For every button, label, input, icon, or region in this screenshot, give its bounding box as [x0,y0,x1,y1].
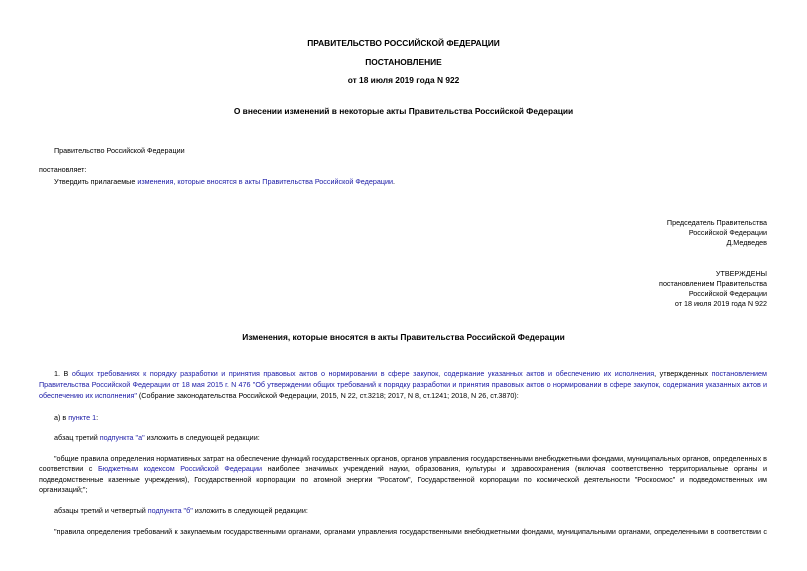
signature-name: Д.Медведев [726,238,767,247]
preamble-resolves: постановляет: [39,165,87,174]
quote1-line2 [39,465,767,472]
changes-link[interactable]: изменения, которые вносятся в акты Правительства Российской Федерации [137,177,393,186]
quote1-line3: подведомственные казенные учреждения), Государственной корпорации по атомной энергии "Росатом", Государственной корпорации по космической деятельности "Роскосмос" и подведомственных им [39,475,767,484]
quote2-line1: "правила определения требований к закупаемым государственными органами, органами управления государственными внебюджетными фондами, муниципальными органами, определенными в соответствии с [54,527,767,536]
item1-line3 [39,392,519,399]
approved-date: от 18 июля 2019 года N 922 [674,299,767,308]
general-requirements-link[interactable]: общих требованиях к порядку разработки и принятия правовых актов о нормировании в сфере закупок, содержание указанных актов и обеспечению их исполнения [71,369,655,378]
subpoint-b-link[interactable]: подпункта "б" [147,506,193,515]
preamble-government: Правительство Российской Федерации [54,146,185,155]
approved-label: УТВЕРЖДЕНЫ [715,269,767,278]
item1-mid: , утвержденных [654,369,712,378]
para2-prefix: абзацы третий и четвертый [54,506,148,515]
paragraph-third [54,434,260,441]
point-1-link[interactable]: пункте 1 [68,413,97,422]
approve-sentence [54,178,395,185]
resolution-link-end[interactable]: обеспечению их исполнения" [39,391,137,400]
approve-prefix: Утвердить прилагаемые [54,177,138,186]
quote1-line4: организаций;"; [39,485,88,494]
subitem-a [54,414,98,421]
subitem-a-prefix: а) в [54,413,69,422]
resolution-link-start[interactable]: постановлением [711,369,767,378]
para1-suffix: изложить в следующей редакции: [144,433,260,442]
subpoint-a-link[interactable]: подпункта "а" [99,433,145,442]
para1-prefix: абзац третий [54,433,100,442]
government-title: ПРАВИТЕЛЬСТВО РОССИЙСКОЙ ФЕДЕРАЦИИ [307,38,500,48]
quote1-line2-suffix: наиболее значимых учреждений науки, образования, культуры и здравоохранения (включая соответственно территориальные органы и [262,464,767,473]
signature-federation: Российской Федерации [688,228,767,237]
document-type: ПОСТАНОВЛЕНИЕ [365,57,442,67]
item1-prefix: 1. В [54,369,72,378]
quote1-line2-prefix: соответствии с [39,464,98,473]
quote1-line1: "общие правила определения нормативных затрат на обеспечение функций государственных органов, органов управления государственными внебюджетными фондами, муниципальных органов, определенных в [54,454,768,463]
budget-code-link[interactable]: Бюджетным кодексом Российской Федерации [97,464,263,473]
approved-by: постановлением Правительства [659,279,767,288]
para2-suffix: изложить в следующей редакции: [192,506,308,515]
document-subject: О внесении изменений в некоторые акты Правительства Российской Федерации [233,106,574,116]
subitem-a-suffix: : [96,413,99,422]
approve-suffix: . [392,177,395,186]
resolution-link[interactable]: Правительства Российской Федерации от 18 мая 2015 г. N 476 "Об утверждении общих требований к порядку разработки и принятия правовых актов о нормировании в сфере закупок, содержания указанных актов и [39,380,767,389]
signature-position: Председатель Правительства [666,218,767,227]
changes-title: Изменения, которые вносятся в акты Правительства Российской Федерации [242,332,565,342]
item1-line1 [54,370,767,377]
document-date-number: от 18 июля 2019 года N 922 [347,75,460,85]
item1-suffix: (Собрание законодательства Российской Федерации, 2015, N 22, ст.3218; 2017, N 8, ст.1241; 2018, N 26, ст.3870): [136,391,519,400]
approved-federation: Российской Федерации [688,289,767,298]
paragraphs-third-fourth [54,507,308,514]
item1-line2 [39,381,767,388]
